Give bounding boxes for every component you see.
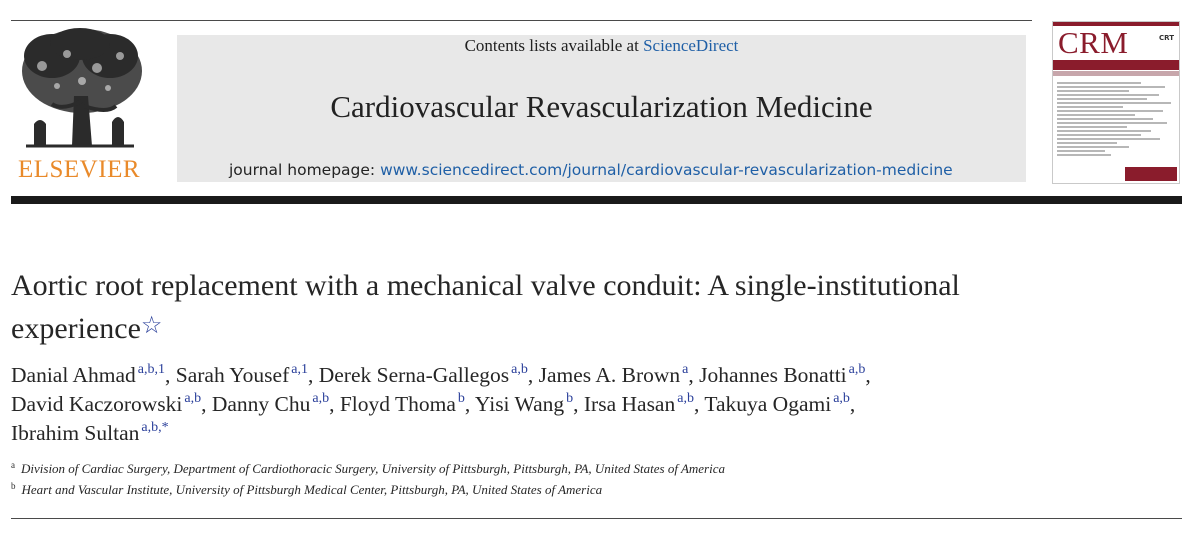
cover-acronym: CRM: [1058, 25, 1129, 60]
affiliation-text: Heart and Vascular Institute, University of Pittsburgh Medical Center, Pittsburgh, PA, United States of America: [21, 482, 603, 497]
contents-line: [177, 35, 1026, 56]
title-footnote-star-icon[interactable]: ☆: [140, 313, 163, 339]
sciencedirect-link[interactable]: ScienceDirect: [643, 36, 739, 55]
author[interactable]: David Kaczorowski $^{a,b}$: [11, 391, 202, 416]
journal-homepage-link[interactable]: www.sciencedirect.com/journal/cardiovascular-revascularization-medicine: [380, 161, 953, 179]
article-title: [11, 265, 1111, 349]
cover-band: [1053, 60, 1179, 70]
cover-footer-block: [1125, 167, 1177, 181]
elsevier-wordmark: ELSEVIER: [17, 156, 141, 183]
affiliation-mark: a: [11, 460, 15, 470]
cover-crt-badge: CRT: [1159, 34, 1174, 42]
author[interactable]: James A. Brown $^a$: [538, 362, 689, 387]
author-list: Danial Ahmad $^{a,b,1}$, Sarah Yousef $^{a,1}$, Derek Serna-Gallegos $^{a,b}$, James A. Brown $^a$, Johannes Bonatti $^{a,b}$, David Kaczorowski $^{a,b}$, Danny Chu $^{a,b}$, Floyd Thoma $^b$, Yisi Wang $^b$, Irsa Hasan $^{a,b}$, Takuya Ogami $^{a,b}$, Ibrahim Sultan $^{a,b,*}$: [11, 362, 871, 445]
journal-masthead: [177, 35, 1026, 182]
contents-prefix: Contents lists available at: [464, 36, 644, 55]
affiliation-mark: b: [11, 481, 16, 491]
header-divider-bar: [11, 196, 1182, 204]
bottom-rule: [11, 518, 1182, 519]
author[interactable]: Yisi Wang $^b$: [474, 391, 574, 416]
affiliation-text: Division of Cardiac Surgery, Department of Cardiothoracic Surgery, University of Pittsburgh, Pittsburgh, PA, United States of America: [21, 461, 725, 476]
author[interactable]: Sarah Yousef $^{a,1}$: [175, 362, 308, 387]
journal-title: Cardiovascular Revascularization Medicine: [330, 89, 873, 124]
affiliation-a: [11, 461, 725, 477]
affiliation-b: [11, 482, 602, 498]
article-title-text: Aortic root replacement with a mechanical valve conduit: A single-institutional experience: [11, 269, 960, 345]
homepage-label: journal homepage:: [229, 161, 381, 179]
author[interactable]: Irsa Hasan $^{a,b}$: [583, 391, 694, 416]
journal-cover-thumbnail[interactable]: [1052, 21, 1180, 184]
author[interactable]: Danial Ahmad $^{a,b,1}$: [11, 362, 166, 387]
author[interactable]: Danny Chu $^{a,b}$: [211, 391, 330, 416]
author[interactable]: Takuya Ogami $^{a,b}$: [704, 391, 850, 416]
journal-homepage: [229, 161, 953, 179]
author[interactable]: Ibrahim Sultan $^{a,b,*}$: [11, 420, 169, 445]
author[interactable]: Floyd Thoma $^b$: [339, 391, 465, 416]
cover-contents-lines: [1057, 82, 1177, 177]
author[interactable]: Derek Serna-Gallegos $^{a,b}$: [318, 362, 528, 387]
cover-subband: [1053, 71, 1179, 76]
author[interactable]: Johannes Bonatti $^{a,b}$: [699, 362, 866, 387]
top-rule: [11, 20, 1032, 21]
